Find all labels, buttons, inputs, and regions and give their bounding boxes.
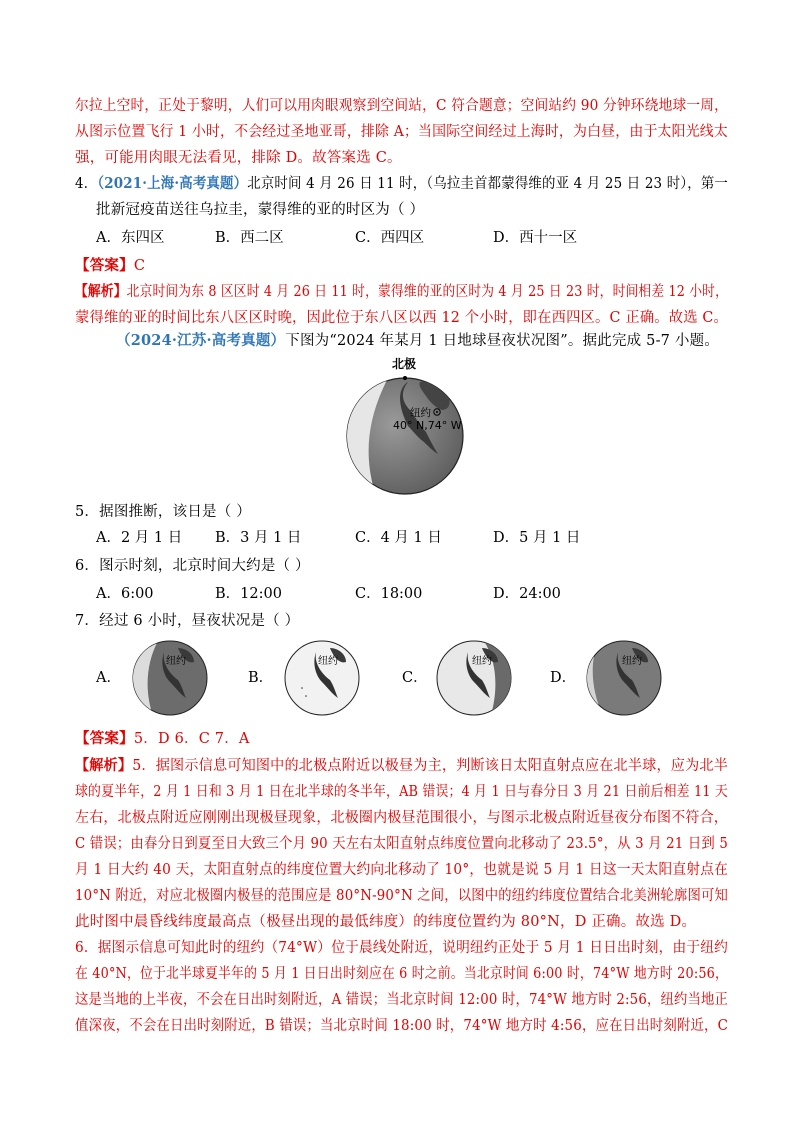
q7-option-d-globe — [582, 638, 666, 718]
group-text: 下图为“2024 年某月 1 日地球昼夜状况图”。据此完成 5-7 小题。 — [285, 333, 720, 349]
q6-option-c: C．18:00 — [355, 586, 423, 602]
q7-option-d-letter: D． — [550, 670, 577, 686]
q7-option-c-globe — [432, 638, 516, 718]
new-york-coordinates: 40° N,74° W — [393, 419, 462, 432]
q5-option-d: D．5 月 1 日 — [493, 530, 581, 546]
analysis-line-8: 6．据图示信息可知此时的纽约（74°W）位于晨线处附近，说明纽约正处于 5 月 1 日日出时刻，由于纽约 — [75, 940, 729, 956]
intro-line-2: 从图示位置飞行 1 小时，不会经过圣地亚哥，排除 A；当国际空间经过上海时，为白昼，由于太阳光线太 — [75, 124, 728, 140]
q7-option-c-letter: C． — [402, 670, 428, 686]
earth-day-night-figure — [330, 352, 480, 497]
city-label: 纽约 — [622, 656, 642, 667]
question-source: （2021·上海·高考真题） — [97, 175, 248, 192]
answers-5-7 — [75, 729, 250, 749]
q4-option-a: A．东四区 — [96, 230, 165, 246]
question-7: 7．经过 6 小时，昼夜状况是（ ） — [75, 613, 300, 629]
q4-answer — [75, 256, 145, 276]
q7-option-a-globe — [128, 638, 212, 718]
analysis-label: 【解析】 — [75, 757, 133, 774]
analysis-line-10: 这是当地的上半夜，不会在日出时刻附近，A 错误；当北京时间 12:00 时，74°W 地方时 2:56，纽约当地正 — [75, 992, 729, 1008]
question-6: 6．图示时刻，北京时间大约是（ ） — [75, 558, 310, 574]
q6-option-d: D．24:00 — [493, 586, 561, 602]
analysis-line-1 — [75, 756, 728, 776]
q5-option-c: C．4 月 1 日 — [355, 530, 442, 546]
group-intro — [116, 331, 719, 351]
q4-analysis-line-1 — [75, 282, 728, 302]
analysis-line-6: 10°N 附近，对应北极圈内极昼的范围应是 80°N-90°N 之间，以图中的纽约纬度位置结合北美洲轮廓图可知 — [75, 888, 728, 904]
q7-option-b-globe — [280, 638, 364, 718]
group-source: （2024·江苏·高考真题） — [116, 332, 286, 349]
analysis-line-4: C 错误；由春分日到夏至日大致三个月 90 天左右太阳直射点纬度位置向北移动了 23.5°，从 3 月 21 日到 5 — [75, 836, 729, 852]
q4-analysis-line-2: 蒙得维的亚的时间比东八区区时晚，因此位于东八区以西 12 个小时，即在西四区。C 正确。故选 C。 — [75, 310, 729, 326]
analysis-text: 5．据图示信息可知图中的北极点附近以极昼为主，判断该日太阳直射点应在北半球，应为北半 — [132, 758, 729, 774]
q5-option-a: A．2 月 1 日 — [96, 530, 183, 546]
answer-label: 【答案】 — [75, 730, 134, 747]
answer-label: 【答案】 — [75, 257, 134, 274]
analysis-line-5: 月 1 日大约 40 天，太阳直射点的纬度位置大约向北移动了 10°，也就是说 5 月 1 日这一天太阳直射点在 — [75, 862, 729, 878]
analysis-line-3: 左右，北极点附近应刚刚出现极昼现象，北极圈内极昼范围很小，与图示北极点附近昼夜分布图不符合， — [75, 810, 729, 826]
answer-values: 5．D 6．C 7．A — [133, 731, 250, 747]
intro-line-3: 强，可能用肉眼无法看见，排除 D。故答案选 C。 — [75, 150, 402, 166]
q7-option-a-letter: A． — [96, 670, 121, 686]
question-4 — [75, 174, 728, 194]
q4-option-c: C．西四区 — [355, 230, 425, 246]
city-label: 纽约 — [318, 656, 338, 667]
new-york-label: 纽约 — [410, 407, 431, 419]
q5-option-b: B．3 月 1 日 — [215, 530, 302, 546]
city-label: 纽约 — [166, 656, 186, 667]
question-5: 5．据图推断，该日是（ ） — [75, 504, 251, 520]
question-text: 北京时间 4 月 26 日 11 时，（乌拉圭首都蒙得维的亚 4 月 25 日 23 时），第一 — [247, 176, 729, 192]
question-4-line-2: 批新冠疫苗送往乌拉圭，蒙得维的亚的时区为（ ） — [96, 202, 425, 218]
intro-line-1: 尔拉上空时，正处于黎明，人们可以用肉眼观察到空间站，C 符合题意；空间站约 90 分钟环绕地球一周， — [75, 98, 729, 114]
north-pole-label: 北极 — [392, 357, 417, 371]
north-pole-dot — [403, 376, 407, 380]
analysis-label: 【解析】 — [75, 283, 127, 300]
answer-value: C — [133, 258, 146, 274]
analysis-line-2: 球的夏半年，2 月 1 日和 3 月 1 日在北半球的冬半年，AB 错误；4 月 1 日与春分日 3 月 21 日前后相差 11 天 — [75, 784, 728, 800]
q6-option-a: A．6:00 — [96, 586, 154, 602]
q4-option-d: D．西十一区 — [493, 230, 578, 246]
analysis-text: 北京时间为东 8 区区时 4 月 26 日 11 时，蒙得维的亚的区时为 4 月 25 日 23 时，时间相差 12 小时， — [126, 284, 728, 300]
analysis-line-11: 值深夜，不会在日出时刻附近，B 错误；当北京时间 18:00 时，74°W 地方时 4:56，应在日出时刻附近，C — [75, 1018, 729, 1034]
question-number: 4． — [75, 176, 98, 192]
q6-option-b: B．12:00 — [215, 586, 282, 602]
q7-option-b-letter: B． — [248, 670, 274, 686]
city-label: 纽约 — [472, 656, 492, 667]
analysis-line-9: 在 40°N，位于北半球夏半年的 5 月 1 日日出时刻应在 6 时之前。当北京时间 6:00 时，74°W 地方时 20:56， — [75, 966, 729, 982]
q4-option-b: B．西二区 — [215, 230, 284, 246]
analysis-line-7: 此时图中晨昏线纬度最高点（极昼出现的最低纬度）的纬度位置约为 80°N，D 正确。故选 D。 — [75, 914, 697, 930]
